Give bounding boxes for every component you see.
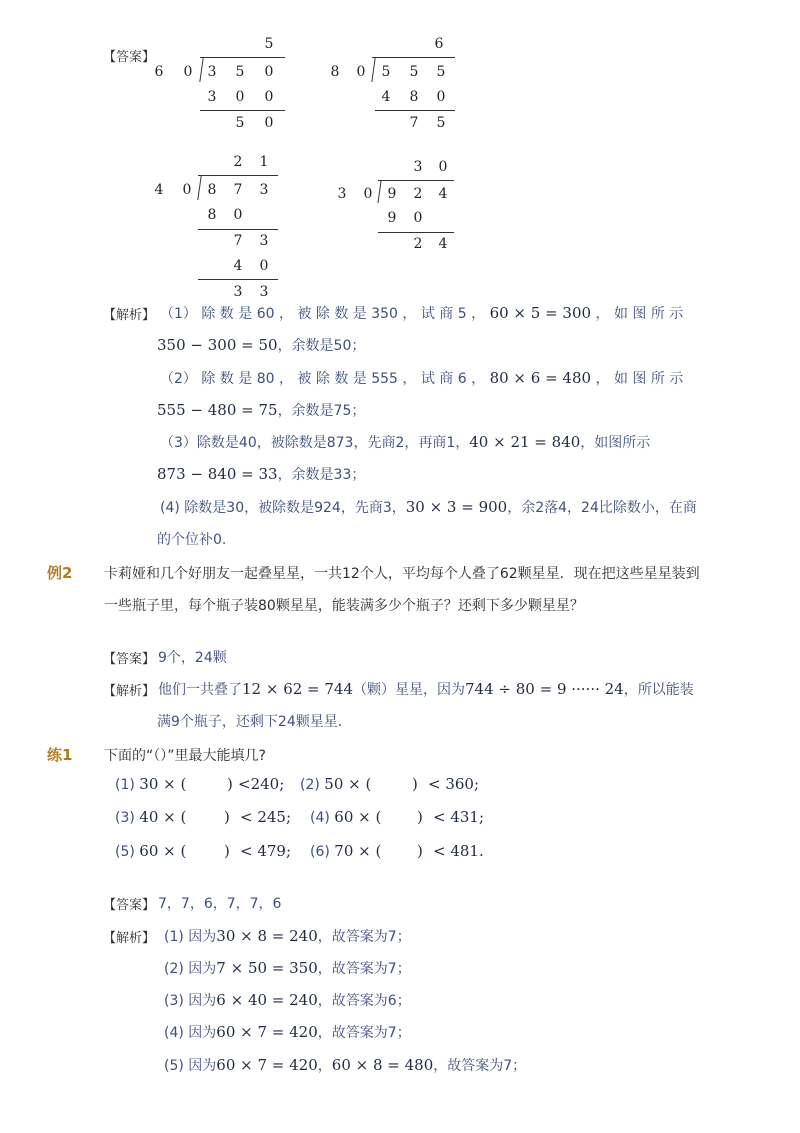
formula: 350 − 300 = 50 (157, 336, 278, 354)
text: ，余数是50； (277, 338, 366, 354)
product-digit: 4 (233, 258, 243, 274)
division-bar (372, 57, 455, 58)
product-digit: 8 (409, 89, 419, 105)
example-2-label: 例2 (47, 564, 73, 582)
subtraction-line (200, 110, 285, 111)
comparison: < 360; (428, 775, 480, 793)
quotient-digit: 1 (259, 154, 269, 170)
formula: 50 × ( (324, 775, 372, 793)
divisor-digit: 0 (356, 64, 366, 80)
text: ，如图所示 (580, 435, 651, 451)
text: ， 如 图 所 示 (595, 371, 684, 387)
item-number: (2) (300, 777, 320, 793)
dividend-digit: 7 (233, 182, 243, 198)
comparison: < 479; (240, 842, 292, 860)
comparison: <240; (238, 775, 285, 793)
product-digit: 0 (436, 89, 446, 105)
divisor-digit: 8 (330, 64, 340, 80)
product-digit: 0 (233, 207, 243, 223)
example-2-line-1: 卡莉娅和几个好朋友一起叠星星，一共12个人，平均每个人叠了62颗星星．现在把这些星星装到 (104, 566, 700, 582)
item-number: (1) (115, 777, 135, 793)
text: （1） 除 数 是 60 ， 被 除 数 是 350 ， 试 商 5 ， (160, 306, 486, 322)
analysis-line-3 (160, 368, 683, 388)
division-bracket (197, 176, 201, 200)
practice-1-answer: 7，7，6，7，7，6 (158, 896, 282, 912)
item-number: (1) (164, 929, 184, 945)
paren-close: ) (227, 775, 233, 793)
remainder-digit: 0 (264, 115, 274, 131)
text: ，所以能装 (623, 682, 694, 698)
text: ，故答案为7； (317, 961, 411, 977)
analysis-line-6 (157, 464, 365, 484)
formula: 6 × 40 = 240 (216, 991, 318, 1009)
dividend-digit: 0 (264, 64, 274, 80)
analysis-line-5 (160, 432, 650, 452)
text: ，故答案为7； (317, 1025, 411, 1041)
dividend-digit: 5 (409, 64, 419, 80)
formula: 555 − 480 = 75 (157, 401, 278, 419)
item-number: (4) (310, 810, 330, 826)
item-number: (5) (115, 844, 135, 860)
remainder-digit: 2 (413, 236, 423, 252)
formula: 40 × 21 = 840 (469, 433, 581, 451)
remainder-digit: 7 (409, 115, 419, 131)
item-number: (3) (115, 810, 135, 826)
product-digit: 9 (387, 210, 397, 226)
product-digit: 0 (264, 89, 274, 105)
text: （颗）星星，因为 (353, 682, 466, 698)
analysis-line-2 (157, 335, 365, 355)
practice-item-3 (115, 808, 186, 826)
text: ， (317, 1058, 332, 1074)
formula: 70 × ( (334, 842, 382, 860)
division-bar (378, 180, 454, 181)
divisor-digit: 6 (154, 64, 164, 80)
comparison: < 245; (240, 808, 292, 826)
dividend-digit: 8 (207, 182, 217, 198)
formula: 12 × 62 = 744 (242, 680, 354, 698)
practice-1-label: 练1 (47, 746, 73, 764)
dividend-digit: 5 (235, 64, 245, 80)
dividend-digit: 3 (207, 64, 217, 80)
dividend-digit: 5 (381, 64, 391, 80)
analysis-label: 【解析】 (103, 308, 156, 323)
formula: 30 × 8 = 240 (216, 927, 318, 945)
divisor-digit: 3 (337, 186, 347, 202)
practice-item-6 (310, 842, 381, 860)
text: （3）除数是40，被除数是873，先商2，再商1， (160, 435, 470, 451)
item-number: (6) (310, 844, 330, 860)
subtraction-line (375, 110, 455, 111)
formula: 30 × 3 = 900 (405, 498, 508, 516)
dividend-digit: 5 (436, 64, 446, 80)
divisor-digit: 0 (363, 186, 373, 202)
remainder-digit: 5 (436, 115, 446, 131)
text: 因为 (188, 1058, 217, 1074)
text: ，余数是33； (277, 467, 366, 483)
analysis-label: 【解析】 (103, 931, 156, 946)
analysis-line-4 (157, 400, 365, 420)
divisor-digit: 4 (154, 182, 164, 198)
dividend-digit: 4 (438, 186, 448, 202)
formula: 60 × ( (139, 842, 187, 860)
product-digit: 0 (235, 89, 245, 105)
formula: 744 ÷ 80 = 9 ······ 24 (465, 680, 624, 698)
practice-analysis-2 (164, 958, 411, 978)
quotient-digit: 0 (438, 159, 448, 175)
practice-1-question: 下面的“（）”里最大能填几? (104, 748, 266, 764)
example-2-answer: 9个，24颗 (158, 650, 227, 666)
text: (4) 除数是30，被除数是924，先商3， (160, 500, 406, 516)
practice-analysis-1 (164, 926, 411, 946)
answer-label: 【答案】 (103, 50, 156, 65)
example-2-analysis-line-2: 满9个瓶子，还剩下24颗星星． (157, 714, 352, 730)
partial-remainder-digit: 3 (259, 233, 269, 249)
text: ，故答案为7； (433, 1058, 527, 1074)
dividend-digit: 9 (387, 186, 397, 202)
formula: 873 − 840 = 33 (157, 465, 278, 483)
quotient-digit: 5 (264, 36, 274, 52)
practice-analysis-5 (164, 1055, 526, 1075)
analysis-line-8: 的个位补0. (157, 532, 227, 548)
analysis-line-7 (160, 497, 697, 517)
text: ，余数是75； (277, 403, 366, 419)
analysis-label: 【解析】 (103, 684, 156, 699)
item-number: (4) (164, 1025, 184, 1041)
formula: 60 × 5 = 300 (489, 304, 592, 322)
quotient-digit: 3 (413, 159, 423, 175)
divisor-digit: 0 (182, 182, 192, 198)
item-number: (3) (164, 993, 184, 1009)
practice-item-2 (300, 775, 371, 793)
paren-close: ) (224, 808, 230, 826)
example-2-line-2: 一些瓶子里，每个瓶子装80颗星星，能装满多少个瓶子？还剩下多少颗星星？ (104, 598, 584, 614)
text: 因为 (188, 929, 217, 945)
formula: 40 × ( (139, 808, 187, 826)
text: 因为 (188, 993, 217, 1009)
division-bracket (371, 58, 375, 82)
item-number: (5) (164, 1058, 184, 1074)
answer-label: 【答案】 (103, 652, 156, 667)
remainder-digit: 3 (233, 284, 243, 300)
product-digit: 4 (381, 89, 391, 105)
product-digit: 0 (413, 210, 423, 226)
subtraction-line (378, 232, 454, 233)
text: ，故答案为7； (317, 929, 411, 945)
practice-analysis-3 (164, 990, 411, 1010)
paren-close: ) (417, 808, 423, 826)
practice-item-1 (115, 775, 186, 793)
partial-remainder-digit: 7 (233, 233, 243, 249)
remainder-digit: 5 (235, 115, 245, 131)
division-bar (198, 175, 278, 176)
formula: 60 × 8 = 480 (331, 1056, 434, 1074)
practice-analysis-4 (164, 1022, 411, 1042)
text: 因为 (188, 961, 217, 977)
dividend-digit: 2 (413, 186, 423, 202)
text: 他们一共叠了 (158, 682, 242, 698)
division-bracket (199, 58, 203, 82)
formula: 60 × ( (334, 808, 382, 826)
text: ，故答案为6； (317, 993, 411, 1009)
remainder-digit: 4 (438, 236, 448, 252)
example-2-analysis-line-1 (158, 679, 694, 699)
remainder-digit: 3 (259, 284, 269, 300)
subtraction-line (198, 279, 278, 280)
answer-label: 【答案】 (103, 898, 156, 913)
product-digit: 0 (259, 258, 269, 274)
practice-item-5 (115, 842, 186, 860)
text: ， 如 图 所 示 (595, 306, 684, 322)
paren-close: ) (224, 842, 230, 860)
paren-close: ) (412, 775, 418, 793)
paren-close: ) (417, 842, 423, 860)
quotient-digit: 6 (434, 36, 444, 52)
text: 因为 (188, 1025, 217, 1041)
text: （2） 除 数 是 80 ， 被 除 数 是 555 ， 试 商 6 ， (160, 371, 486, 387)
division-bar (200, 57, 285, 58)
subtraction-line (198, 229, 278, 230)
formula: 30 × ( (139, 775, 187, 793)
formula: 60 × 7 = 420 (216, 1023, 318, 1041)
product-digit: 8 (207, 207, 217, 223)
text: ，余2落4，24比除数小，在商 (507, 500, 697, 516)
division-bracket (377, 181, 381, 203)
comparison: < 481. (433, 842, 484, 860)
quotient-digit: 2 (233, 154, 243, 170)
analysis-line-1 (160, 303, 683, 323)
product-digit: 3 (207, 89, 217, 105)
item-number: (2) (164, 961, 184, 977)
formula: 80 × 6 = 480 (489, 369, 592, 387)
practice-item-4 (310, 808, 381, 826)
comparison: < 431; (433, 808, 485, 826)
dividend-digit: 3 (259, 182, 269, 198)
divisor-digit: 0 (183, 64, 193, 80)
formula: 7 × 50 = 350 (216, 959, 318, 977)
formula: 60 × 7 = 420 (216, 1056, 318, 1074)
